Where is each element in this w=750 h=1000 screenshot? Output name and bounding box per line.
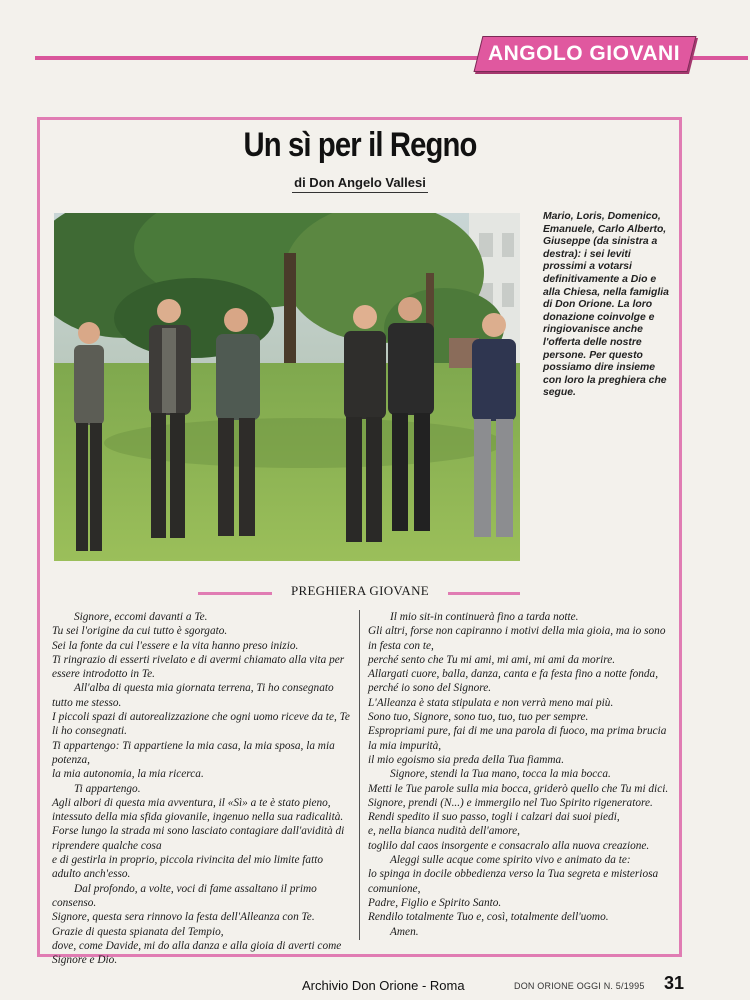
prayer-right-column xyxy=(368,610,670,939)
prayer-line: e di gestirla in proprio, piccola rivincita del mio limite fatto adulto anch'esso. xyxy=(52,854,323,881)
prayer-line: Signore, eccomi davanti a Te. xyxy=(74,611,208,623)
prayer-line: Rendilo totalmente Tuo e, così, totalmente dell'uomo. xyxy=(368,911,609,924)
prayer-line: Sono tuo, Signore, sono tuo, tuo, tuo per sempre. xyxy=(368,711,589,724)
prayer-line: Signore, prendi (N...) e immergilo nel Tuo Spirito rigeneratore. xyxy=(368,796,653,809)
prayer-line: Tu sei l'origine da cui tutto è sgorgato. xyxy=(52,625,228,638)
prayer-line: Amen. xyxy=(390,925,419,938)
prayer-line: Rendi spedito il suo passo, togli i calzari dai suoi piedi, xyxy=(368,811,620,824)
page-number: 31 xyxy=(664,973,685,993)
prayer-line: Grazie di questa spianata del Tempio, xyxy=(52,925,224,938)
prayer-line: Signore, questa sera rinnovo la festa dell'Alleanza con Te. xyxy=(52,911,315,924)
section-rule-left xyxy=(198,592,272,595)
prayer-line: Aleggi sulle acque come spirito vivo e animato da te: xyxy=(390,854,631,867)
article-title: Un sì per il Regno xyxy=(243,126,477,164)
group-photo xyxy=(54,213,520,561)
prayer-line: la mia autonomia, la mia ricerca. xyxy=(52,768,204,781)
prayer-line: lo spinga in docile obbedienza verso la Tua segreta e misteriosa comunione, xyxy=(368,868,659,895)
prayer-line: Agli albori di questa mia avventura, il «Sì» a te è stato pieno, intessuto della mia sfida giovanile, ingenuo nella sua radicalità. xyxy=(52,796,344,824)
prayer-line: Ti ringrazio di esserti rivelato e di avermi chiamato alla vita per essere introdotto in Te. xyxy=(52,653,345,681)
prayer-line: e, nella bianca nudità dell'amore, xyxy=(368,825,520,838)
byline-underline xyxy=(292,192,428,193)
prayer-line: Gli altri, forse non capiranno i motivi della mia gioia, ma io sono in festa con te, xyxy=(368,625,666,652)
prayer-line: dove, come Davide, mi do alla danza e alla gioia di averti come Signore e Dio. xyxy=(52,939,342,967)
prayer-line: All'alba di questa mia giornata terrena, Ti ho consegnato tutto me stesso. xyxy=(52,682,334,709)
column-divider xyxy=(359,610,360,940)
prayer-line: Sei la fonte da cui l'essere e la vita hanno preso inizio. xyxy=(52,639,299,652)
prayer-line: Forse lungo la strada mi sono lasciato contagiare dall'avidità di riprendere qualche cosa xyxy=(52,825,345,852)
prayer-line: Dal profondo, a volte, voci di fame assaltano il primo consenso. xyxy=(52,882,317,909)
section-rule-right xyxy=(448,592,520,595)
magazine-issue: DON ORIONE OGGI N. 5/1995 xyxy=(514,981,645,991)
prayer-left-column xyxy=(52,610,352,967)
prayer-line: il mio egoismo sia preda della Tua fiamma. xyxy=(368,753,565,766)
prayer-line: L'Alleanza è stata stipulata e non verrà meno mai più. xyxy=(368,696,614,709)
prayer-line: toglilo dal caos insorgente e consacralo alla nuova creazione. xyxy=(368,839,650,852)
prayer-line: perché sento che Tu mi ami, mi ami, mi ami da morire. xyxy=(368,653,616,666)
prayer-line: Metti le Tue parole sulla mia bocca, griderò quello che Tu mi dici. xyxy=(368,782,669,795)
prayer-line: I piccoli spazi di autorealizzazione che ogni uomo riceve da te, Te li ho consegnati. xyxy=(52,711,350,738)
prayer-line: Il mio sit-in continuerà fino a tarda notte. xyxy=(390,611,579,623)
prayer-line: Signore, stendi la Tua mano, tocca la mia bocca. xyxy=(390,768,611,781)
prayer-line: Ti appartengo: Ti appartiene la mia casa, la mia sposa, la mia potenza, xyxy=(52,739,335,766)
archive-credit: Archivio Don Orione - Roma xyxy=(302,978,465,993)
prayer-line: Allargati cuore, balla, danza, canta e fa festa fino a notte fonda, perché io sono del Signore. xyxy=(368,668,659,695)
group-photo-illustration xyxy=(54,213,520,561)
article-byline: di Don Angelo Vallesi xyxy=(294,175,426,190)
prayer-line: Espropriami pure, fai di me una parola di fuoco, ma prima brucia la mia impurità, xyxy=(368,725,667,752)
prayer-line: Padre, Figlio e Spirito Santo. xyxy=(368,896,502,909)
prayer-title: PREGHIERA GIOVANE xyxy=(290,583,430,598)
section-tag: ANGOLO GIOVANI xyxy=(487,42,681,65)
photo-caption: Mario, Loris, Domenico, Emanuele, Carlo Alberto, Giuseppe (da sinistra a destra): i sei leviti prossimi a votarsi definitivamente a Dio e alla Chiesa, nella famiglia di Don Orione. La loro donazione coinvolge e ringiovanisce anche l'offerta delle nostre persone. Per questo possiamo dire insieme con loro la preghiera che segue. xyxy=(543,211,669,399)
prayer-line: Ti appartengo. xyxy=(74,782,141,795)
